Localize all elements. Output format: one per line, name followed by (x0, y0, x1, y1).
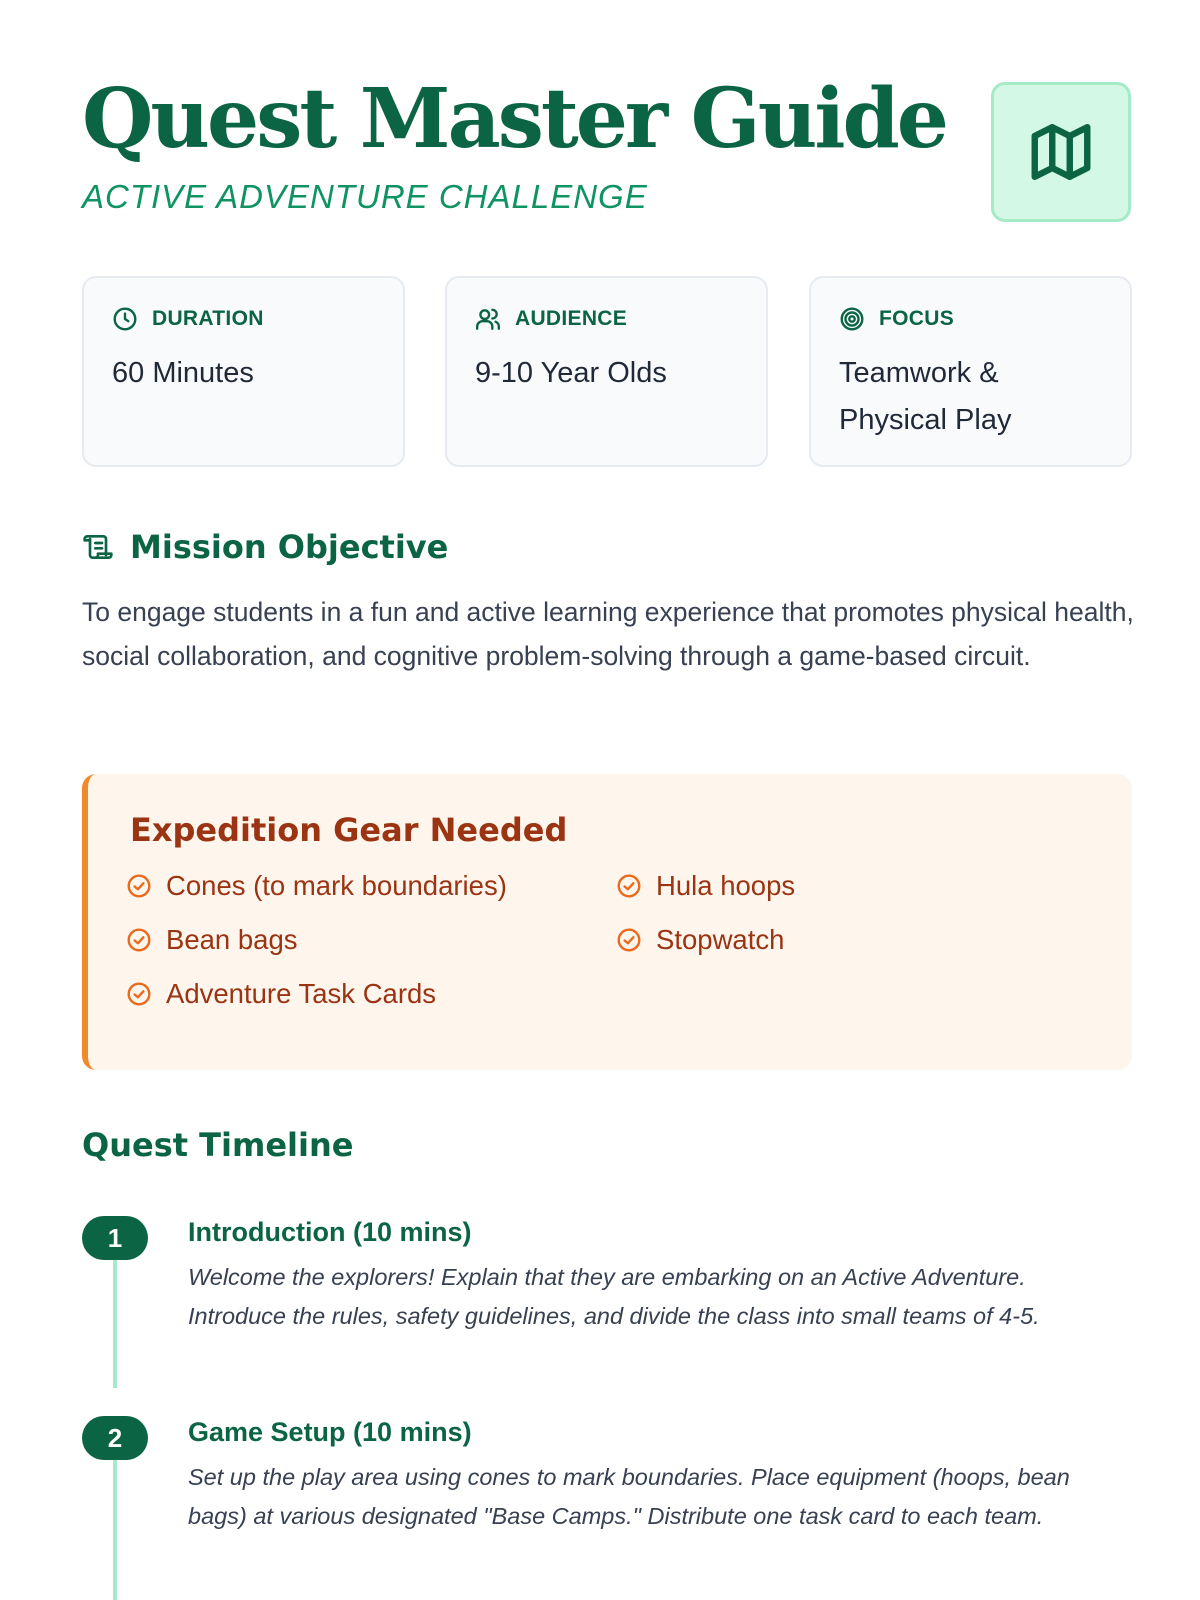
check-circle-icon (126, 927, 152, 953)
gear-item-label: Bean bags (166, 924, 298, 955)
gear-item (126, 868, 507, 904)
scroll-icon (82, 531, 114, 563)
mission-text: To engage students in a fun and active learning experience that promotes physical health, social collaboration, and cognitive problem-solving through a game-based circuit. (82, 597, 1134, 671)
gear-item (126, 922, 298, 958)
timeline-step (82, 1216, 1132, 1376)
duration-value: 60 Minutes (112, 357, 254, 389)
quest-guide-page (82, 0, 1132, 1600)
mission-header (82, 528, 448, 566)
gear-item (616, 922, 784, 958)
map-badge (991, 82, 1131, 222)
audience-value: 9-10 Year Olds (475, 357, 667, 389)
focus-card (809, 276, 1132, 467)
gear-item-label: Stopwatch (656, 924, 785, 955)
step-description: Set up the play area using cones to mark boundaries. Place equipment (hoops, bean bags) at various designated "Base Camps." Distribute one task card to each team. (188, 1464, 1070, 1529)
audience-card (445, 276, 768, 467)
check-circle-icon (616, 873, 642, 899)
users-icon (475, 306, 501, 332)
step-title: Introduction (10 mins) (188, 1217, 472, 1247)
timeline-title: Quest Timeline (82, 1126, 354, 1164)
gear-item (126, 976, 436, 1012)
step-number-badge: 1 (82, 1216, 148, 1260)
clock-icon (112, 306, 138, 332)
timeline-step (82, 1416, 1132, 1600)
check-circle-icon (126, 873, 152, 899)
focus-label: FOCUS (879, 307, 954, 330)
step-number-badge: 2 (82, 1416, 148, 1460)
duration-card (82, 276, 405, 467)
gear-item (616, 868, 795, 904)
page-title: Quest Master Guide (82, 71, 946, 167)
map-icon (1026, 117, 1096, 187)
gear-item-label: Hula hoops (656, 870, 796, 901)
mission-title: Mission Objective (130, 528, 449, 566)
focus-value: Teamwork & Physical Play (839, 357, 1012, 436)
duration-label: DURATION (152, 307, 264, 330)
timeline-connector (113, 1460, 117, 1600)
timeline-connector (113, 1260, 117, 1388)
gear-item-label: Adventure Task Cards (166, 978, 437, 1009)
gear-title: Expedition Gear Needed (130, 811, 568, 849)
check-circle-icon (126, 981, 152, 1007)
step-description: Welcome the explorers! Explain that they are embarking on an Active Adventure. Introduce the rules, safety guidelines, and divide the class into small teams of 4-5. (188, 1264, 1040, 1329)
page-subtitle: ACTIVE ADVENTURE CHALLENGE (82, 178, 648, 215)
check-circle-icon (616, 927, 642, 953)
step-title: Game Setup (10 mins) (188, 1417, 472, 1447)
target-icon (839, 306, 865, 332)
audience-label: AUDIENCE (515, 307, 628, 330)
gear-item-label: Cones (to mark boundaries) (166, 870, 507, 901)
